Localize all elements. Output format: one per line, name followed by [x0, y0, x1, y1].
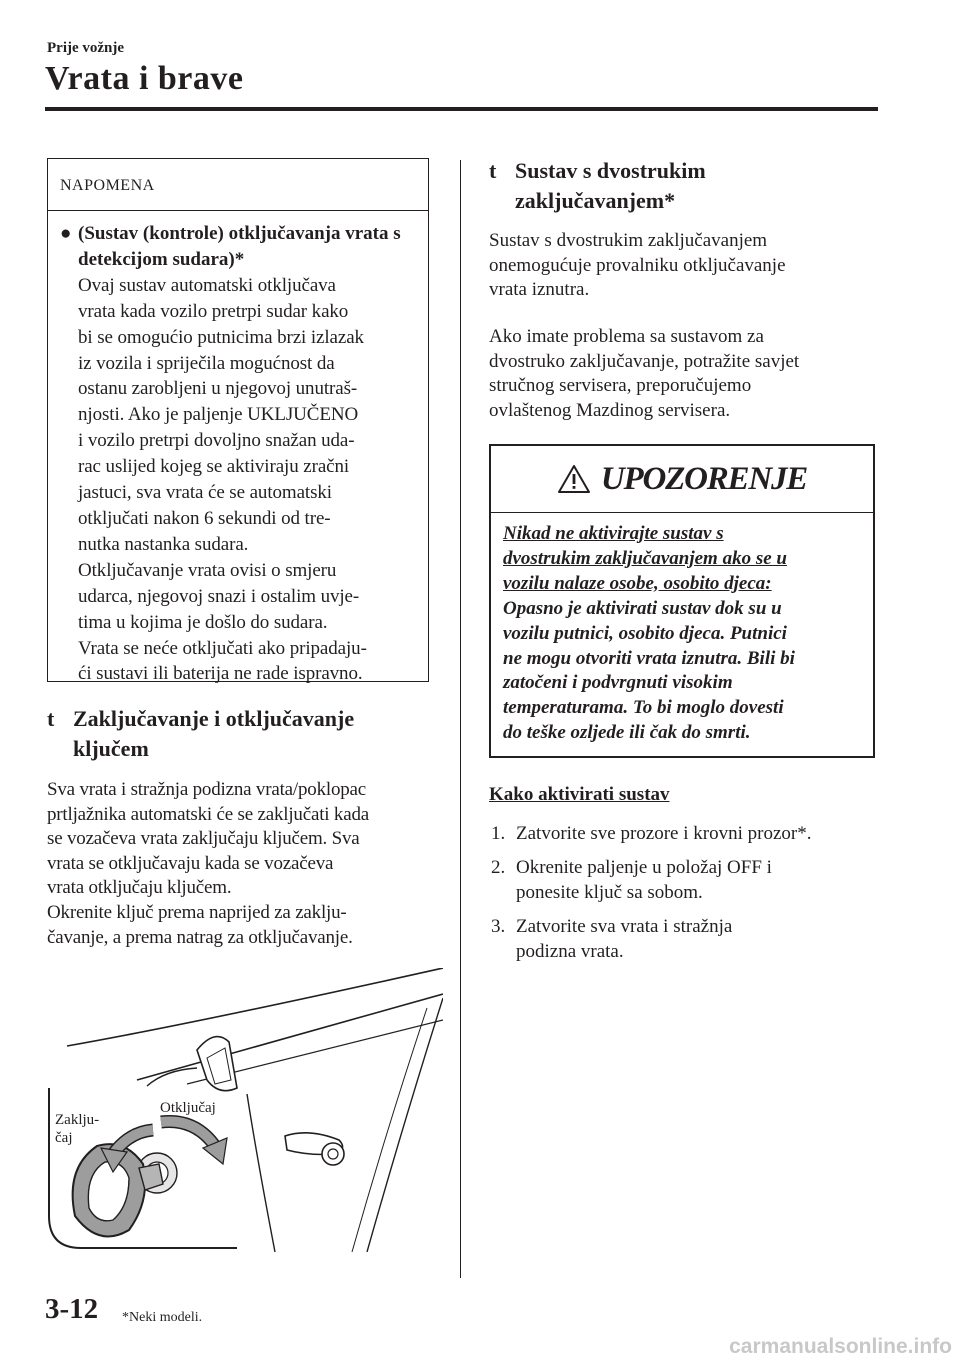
- lock-label-line2: čaj: [55, 1130, 73, 1146]
- right-section-para1: Sustav s dvostrukim zaključavanjem onemogućuje provalniku otključavanje vrata iznutra.: [489, 230, 786, 301]
- right-section-para2: Ako imate problema sa sustavom za dvostruko zaključavanje, potražite savjet stručnog servisera, preporučujemo ovlaštenog Mazdinog servisera.: [489, 326, 800, 421]
- heading-line1: Zaključavanje i otključavanje: [73, 706, 355, 731]
- door-illustration: [47, 968, 443, 1252]
- procedure-step: [491, 821, 881, 846]
- heading-line2: zaključavanjem*: [515, 188, 676, 213]
- page-title: Vrata i brave: [45, 60, 244, 97]
- warning-text: Opasno je aktivirati sustav dok su u vozilu putnici, osobito djeca. Putnici ne mogu otvoriti vrata iznutra. Bili bi zatočeni i podvrgnuti visokim temperaturama. To bi moglo dovesti do teške ozljede ili čak do smrti.: [503, 597, 795, 744]
- unlock-label: Otključaj: [160, 1100, 216, 1116]
- warning-title: UPOZORENJE: [600, 460, 808, 497]
- warning-box: [489, 444, 875, 758]
- key-lock-figure: [47, 968, 443, 1252]
- column-divider: [460, 160, 461, 1278]
- warning-triangle-icon: [557, 464, 591, 494]
- warning-header: [491, 446, 873, 513]
- warning-lead: Nikad ne aktivirajte sustav s dvostrukim zaključavanjem ako se u vozilu nalaze osobe, osobito djeca:: [503, 523, 787, 594]
- procedure-step: [491, 855, 881, 905]
- section-marker: t: [47, 706, 55, 731]
- procedure-step: [491, 914, 881, 964]
- bullet-icon: ●: [60, 223, 72, 244]
- note-item: [60, 221, 418, 687]
- warning-body: [491, 513, 873, 746]
- right-section-heading: [489, 156, 869, 216]
- note-title: NAPOMENA: [48, 159, 428, 211]
- step-text: Okrenite paljenje u položaj OFF i ponesite ključ sa sobom.: [516, 857, 772, 903]
- heading-line1: Sustav s dvostrukim: [515, 158, 706, 183]
- note-item-body: [78, 221, 418, 687]
- note-item-text: Ovaj sustav automatski otključava vrata kada vozilo pretrpi sudar kako bi se omogućio putnicima brzi izlazak iz vozila i spriječila mogućnost da ostanu zarobljeni u njegovoj unutraš- njosti. Ako je paljenje UKLJUČENO i vozilo pretrpi dovoljno snažan uda- rac uslijed kojeg se aktiviraju zračni jastuci, sva vrata će se automatski otključati nakon 6 sekundi od tre- nutka nastanka sudara. Otključavanje vrata ovisi o smjeru udarca, njegovoj snazi i ostalim uvje- tima u kojima je došlo do sudara. Vrata se neće otključati ako pripadaju- ći sustavi ili baterija ne rade ispravno.: [78, 274, 367, 685]
- step-number: 3.: [491, 916, 506, 937]
- left-section-body: Sva vrata i stražnja podizna vrata/poklopac prtljažnika automatski će se zaključati kada se vozačeva vrata zaključaju ključem. Sva vrata se otključavaju kada se vozačeva vrata otključaju ključem. Okrenite ključ prema naprijed za zaklju- čavanje, a prema natrag za otključavanje.: [47, 779, 369, 948]
- section-marker: t: [489, 158, 497, 183]
- step-text: Zatvorite sve prozore i krovni prozor*.: [516, 823, 812, 844]
- note-item-title: (Sustav (kontrole) otključavanja vrata s detekcijom sudara)*: [78, 223, 401, 270]
- step-text: Zatvorite sva vrata i stražnja podizna vrata.: [516, 916, 733, 962]
- page-number: 3-12: [45, 1293, 99, 1325]
- left-section-heading: [47, 704, 447, 764]
- heading-line2: ključem: [73, 736, 149, 761]
- procedure-steps: [491, 821, 881, 973]
- lock-label: Zaklju-: [55, 1112, 100, 1128]
- step-number: 1.: [491, 823, 506, 844]
- procedure-title: Kako aktivirati sustav: [489, 784, 670, 805]
- watermark: carmanualsonline.info: [729, 1335, 952, 1358]
- note-box: [47, 158, 429, 685]
- step-number: 2.: [491, 857, 506, 878]
- title-rule: [45, 107, 878, 111]
- footnote: *Neki modeli.: [122, 1310, 203, 1325]
- section-label: Prije vožnje: [47, 40, 125, 56]
- note-body: [48, 211, 428, 687]
